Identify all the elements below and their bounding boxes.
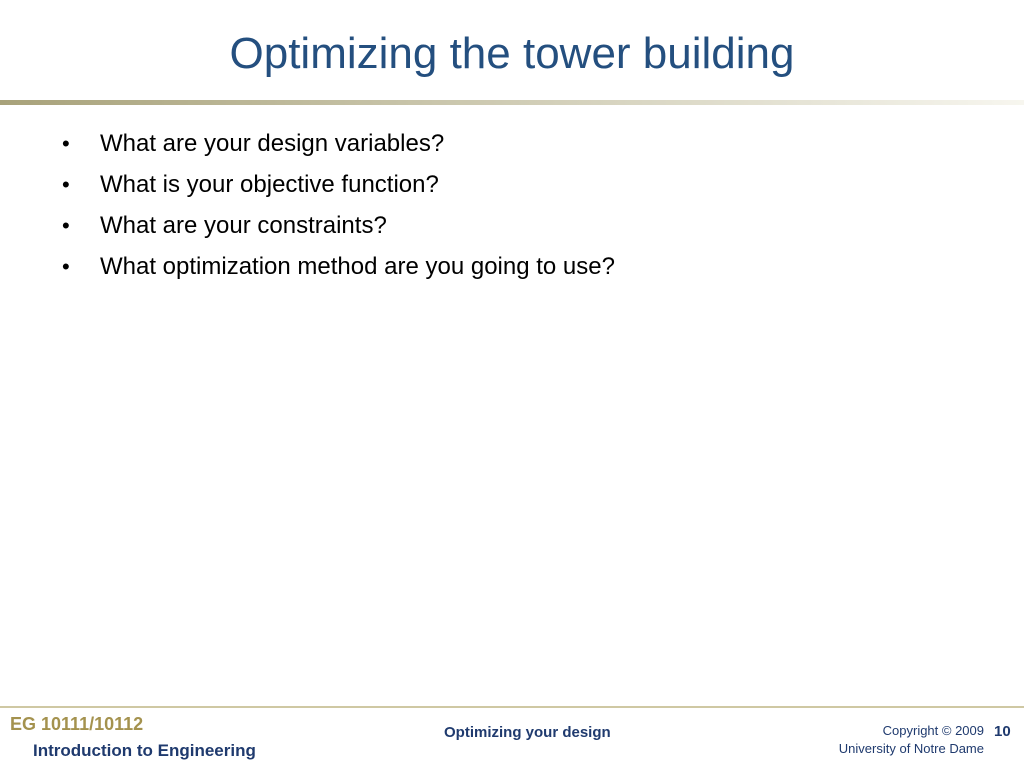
bullet-text: What are your constraints?: [100, 212, 387, 239]
bullet-icon: •: [62, 213, 70, 238]
title-divider: [0, 100, 1024, 105]
copyright-notice: [839, 722, 984, 758]
bullet-text: What is your objective function?: [100, 171, 439, 198]
bullet-item: [62, 246, 615, 287]
copyright-holder: University of Notre Dame: [838, 741, 984, 756]
bullet-icon: •: [62, 172, 70, 197]
bullet-list: [62, 123, 615, 287]
bullet-text: What are your design variables?: [100, 130, 445, 157]
footer-divider: [0, 706, 1024, 708]
slide-title: Optimizing the tower building: [229, 29, 795, 78]
bullet-text: What optimization method are you going to use?: [100, 253, 615, 280]
bullet-item: [62, 205, 615, 246]
page-number: 10: [994, 723, 1011, 740]
bullet-icon: •: [62, 131, 70, 156]
footer-section-title: Optimizing your design: [444, 724, 611, 741]
course-name: Introduction to Engineering: [33, 741, 256, 760]
copyright-year: Copyright © 2009: [882, 723, 984, 738]
bullet-item: [62, 164, 615, 205]
bullet-item: [62, 123, 615, 164]
course-code: EG 10111/10112: [10, 714, 144, 734]
bullet-icon: •: [62, 254, 70, 279]
